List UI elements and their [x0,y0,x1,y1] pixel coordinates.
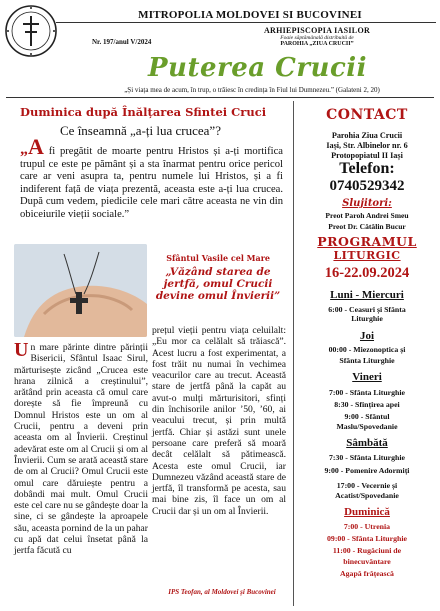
schedule-item: 8:30 - Sfințirea apei [334,400,400,409]
metropolia-title: MITROPOLIA MOLDOVEI SI BUCOVINEI [138,9,362,21]
issue-number: Nr. 197/anul V/2024 [92,38,152,46]
quote-drop-letter: A [28,134,44,159]
column-divider [293,101,294,606]
article-signature: IPS Teofan, al Moldovei și Bucovinei [168,588,276,596]
schedule-item: 7:00 - Utrenia [343,522,391,531]
day-heading: Vineri [352,371,382,383]
day-heading: Joi [359,330,375,342]
program-title: PROGRAMUL [317,234,417,249]
contact-title: CONTACT [326,107,408,123]
program-dates: 16-22.09.2024 [324,265,410,281]
phone-label: Telefon: [339,160,395,177]
body-drop-letter: U [14,339,29,361]
preot-name: Preot Paroh Andrei Smeu [325,211,409,220]
motto: „Și viața mea de acum, în trup, o trăiesc în credința în Fiul lui Dumnezeu.” (Galateni 2, 20) [124,86,380,94]
newsletter-title: Puterea Crucii [148,53,368,83]
program-subtitle: LITURGIC [333,249,401,262]
schedule-item: 9:00 - Pomenire Adormiți [324,466,410,475]
quote-text: fi pregătit de moarte pentru Hristos și a-ți mortifica trupul ce este pe pământ și a sta înarmat pentru orice pericol care ar veni asupra ta, pentru numele lui Hristos, și a fi indiferent față de viața prezentă, aceasta este a-ți lua crucea. După cum vedem, piedicile cele mari către aceasta ne vin din obiceiurile vieții sociale.” [20,146,283,220]
article-subheading: „Văzând starea de jertfă, omul Crucii devine omul Învierii” [155,266,281,302]
parohia-name: PAROHIA „ZIUA CRUCII” [280,41,354,47]
parish-seal-logo [4,4,58,58]
schedule-item: 11:00 - Rugăciuni de [332,546,402,555]
article-question: Ce înseamnă „a-ți lua crucea”? [60,123,221,138]
article-body-right: prețul vieții pentru viața celuilalt: „Eu mor ca celălalt să trăiască”. Acest lucru a fost experimentat, a fost trăit nu numai în vechimea veacurilor care au trecut. Această stare de jertfă până la capăt au avut-o mulți mărturisitori, sfinți din închisorile anilor ’50, ’60, ai veacului trecut, și prin multă jertfă. Chiar și astăzi sunt unele persoane care preferă să moară decât celălalt să pătimească. Acesta este omul Crucii, iar Dumnezeu văzând această stare de jertfă, îl transformă pe acesta, sau mai bine zis, îl face un om al Crucii dar și un om al Învierii. [152,325,286,517]
day-heading: Duminică [344,506,390,518]
intro-quote [20,134,283,222]
schedule-item: 9:00 - Sfântul [344,412,390,421]
schedule-item: Sfânta Liturghie [339,356,395,365]
schedule-item: Agapă frățească [340,569,394,578]
arhiepiscopia-name: ARHIEPISCOPIA IASILOR [263,26,371,35]
contact-address [296,131,438,161]
day-heading: Luni - Miercuri [330,289,404,301]
address-line: Protopopiatul II Iași [331,151,403,160]
schedule-item: 7:00 - Sfânta Liturghie [328,388,406,397]
header-divider [56,22,436,23]
article-body-left [14,339,148,557]
day-heading: Sâmbătă [346,437,388,449]
slujitori-heading: Slujitori: [342,198,392,209]
schedule-item: 00:00 - Miezonoptica și [328,345,406,354]
schedule-item: 09:00 - Sfânta Liturghie [327,534,407,543]
schedule-item: Liturghie [351,314,383,323]
quote-author: Sfântul Vasile cel Mare [166,253,270,263]
phone-number[interactable]: 0740529342 [329,178,405,194]
schedule-item: binecuvântare [343,557,391,566]
address-line: Parohia Ziua Crucii [331,131,403,140]
foaie-note: Foaie săptămânală distribuită de [280,35,354,41]
schedule-item: Acatist/Spovedanie [335,491,399,500]
schedule-item: 6:00 - Ceasuri și Sfânta [328,305,406,314]
address-line: Iași, Str. Albinelor nr. 6 [326,141,408,150]
header-bottom-divider [6,97,434,98]
schedule-item: 17:00 - Vecernie și [336,481,398,490]
preot-name: Preot Dr. Cătălin Bucur [328,222,406,231]
arhiepiscopia-block [228,26,406,47]
article-headline: Duminica după Înălțarea Sfintei Cruci [20,105,267,119]
schedule-item: Maslu/Spovedanie [336,422,398,431]
quote-mark: „ [20,141,28,158]
schedule-item: 7:30 - Sfânta Liturghie [328,453,406,462]
body-left-text: n mare părinte dintre părinții Bisericii, Sfântul Isaac Sirul, mărturisește zicând „Crucea este hrana zilnică a creștinului”, arătând prin aceasta că omul care dorește să fie împreună cu Domnul Hristos este un om al Crucii, pentru a deveni prin aceasta om al Învierii. Creștinul adevărat este om al Crucii și om al Învierii. Cum se arată aceastǎ stare de om al Crucii? Omul Crucii este omul care dăruiește pentru a dobândi mai mult. Omul Crucii este cel care nu se gândește doar la sine, ci se gândește la aproapele său, aceasta pornind de la un pahar cu apă dat celui însetat până la jertfa făcută cu [14,342,148,557]
